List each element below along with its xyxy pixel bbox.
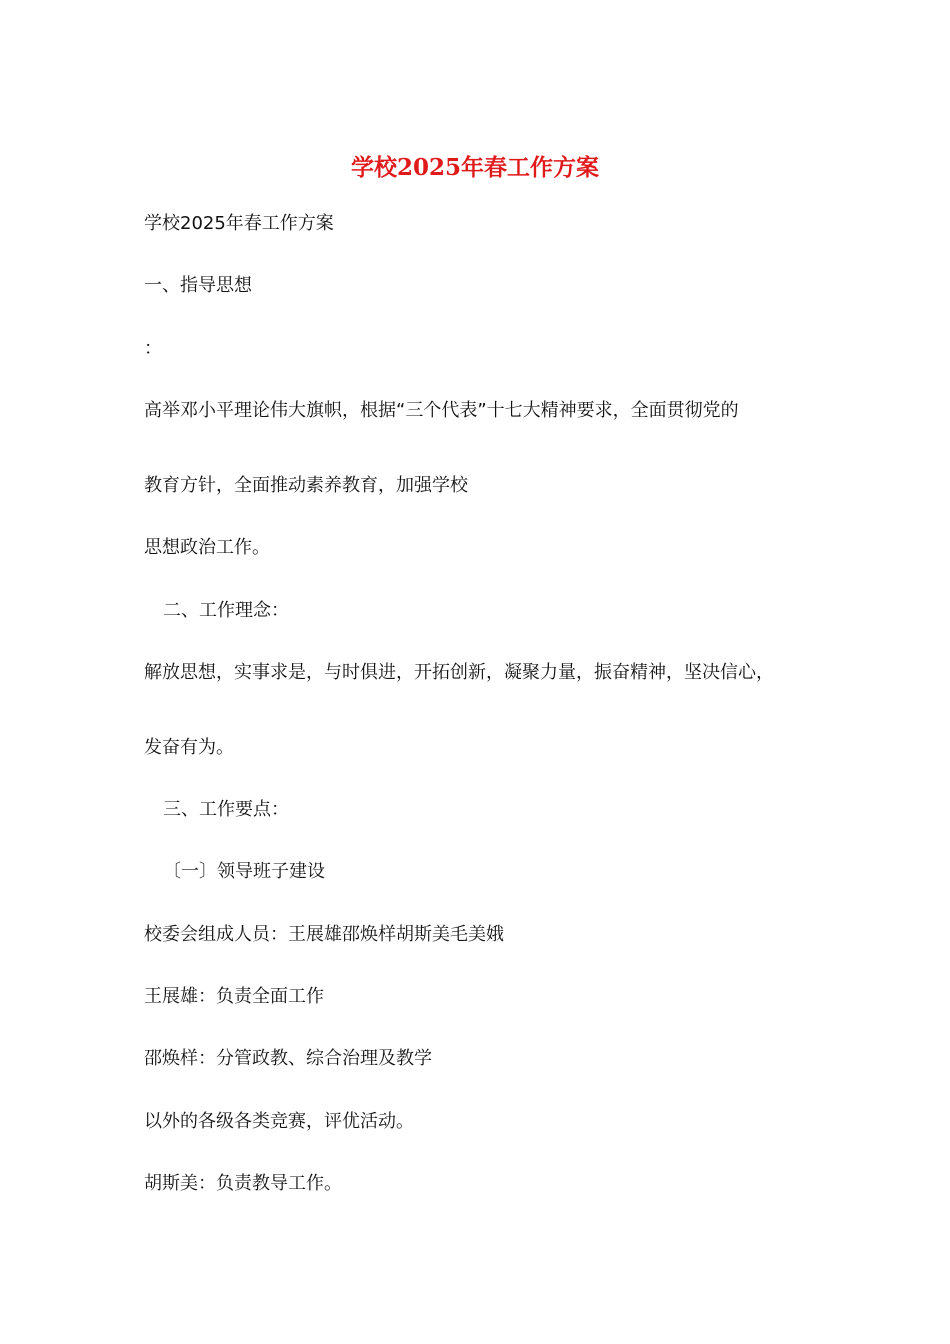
paragraph-line: 发奋有为。 [144,737,234,758]
section-heading-concept: 二、工作理念： [163,600,289,621]
subsection-heading: 〔一〕领导班子建设 [163,861,325,882]
paragraph-line: 邵焕样：分管政教、综合治理及教学 [144,1048,432,1069]
section-heading-points: 三、工作要点： [163,799,289,820]
section-heading-guiding: 一、指导思想 [144,275,252,296]
paragraph-line: 解放思想，实事求是，与时俱进，开拓创新，凝聚力量，振奋精神，坚决信心， [144,662,774,683]
paragraph-line: 高举邓小平理论伟大旗帜，根据“三个代表”十七大精神要求，全面贯彻党的 [144,400,739,421]
paragraph-line: 以外的各级各类竞赛，评优活动。 [144,1111,414,1132]
paragraph-line: 思想政治工作。 [144,537,270,558]
subtitle-line: 学校2025年春工作方案 [144,213,334,234]
paragraph-line: 王展雄：负责全面工作 [144,986,324,1007]
paragraph-line: 校委会组成人员：王展雄邵焕样胡斯美毛美娥 [144,924,504,945]
document-title: 学校2025年春工作方案 [350,154,599,181]
paragraph-line: 胡斯美：负责教导工作。 [144,1173,342,1194]
colon-line: ： [144,338,162,359]
paragraph-line: 教育方针，全面推动素养教育，加强学校 [144,475,468,496]
